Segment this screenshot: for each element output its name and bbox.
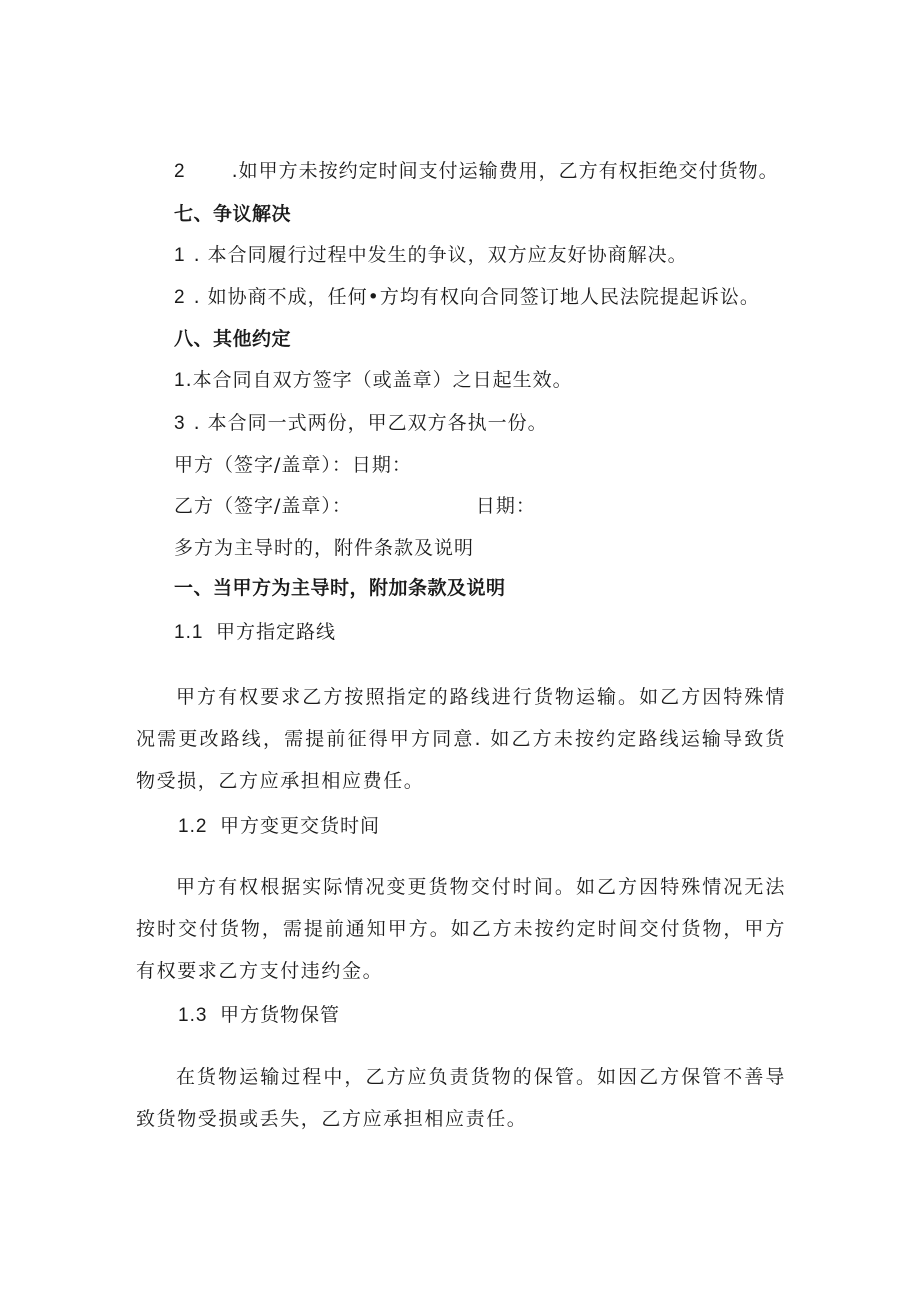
appendix-title: 多方为主导时的，附件条款及说明: [174, 537, 475, 559]
signature-label: 甲方（签字/盖章）：: [174, 454, 352, 476]
subsection-title: 甲方指定路线: [216, 621, 337, 643]
subsection-body-1-3: 在货物运输过程中，乙方应负责货物的保管。如因乙方保管不善导致货物受损或丢失，乙方应承担相应责任。: [136, 1066, 786, 1130]
clause-number: 3: [174, 413, 186, 434]
clause-effective-date: [174, 367, 573, 394]
subsection-heading-1-2: [178, 813, 380, 840]
clause-text: . 本合同一式两份，甲乙双方各执一份。: [193, 412, 548, 434]
clause-text: .本合同自双方签字（或盖章）之日起生效。: [185, 369, 573, 391]
section-heading-other: 八、其他约定: [174, 328, 292, 350]
subsection-number: 1.2: [178, 816, 208, 837]
clause-text: . 本合同履行过程中发生的争议，双方应友好协商解决。: [193, 244, 688, 266]
clause-text: .如甲方未按约定时间支付运输费用，乙方有权拒绝交付货物。: [231, 160, 779, 182]
subsection-title: 甲方变更交货时间: [220, 815, 381, 837]
subsection-number: 1.1: [174, 622, 204, 643]
clause-copies: [174, 410, 548, 437]
subsection-title: 甲方货物保管: [220, 1004, 341, 1026]
clause-number: 1: [174, 370, 186, 391]
clause-number: 2: [174, 287, 186, 308]
signature-label: 乙方（签字/盖章）：: [174, 495, 352, 517]
clause-number: 2: [174, 161, 186, 182]
appendix-section-heading: 一、当甲方为主导时，附加条款及说明: [174, 577, 506, 599]
signature-party-b: [174, 493, 536, 519]
clause-number: 1: [174, 245, 186, 266]
signature-date-label: 日期：: [475, 495, 536, 517]
clause-payment-refusal: [174, 158, 779, 185]
section-heading-dispute: 七、争议解决: [174, 203, 292, 225]
clause-dispute-litigation: [174, 284, 760, 311]
subsection-heading-1-1: [174, 619, 336, 646]
clause-text: . 如协商不成，任何•方均有权向合同签订地人民法院提起诉讼。: [193, 286, 760, 308]
signature-party-a: [174, 452, 412, 478]
clause-dispute-negotiation: [174, 242, 688, 269]
subsection-body-1-1: 甲方有权要求乙方按照指定的路线进行货物运输。如乙方因特殊情况需更改路线，需提前征得甲方同意. 如乙方未按约定路线运输导致货物受损，乙方应承担相应费任。: [136, 686, 786, 792]
signature-date-label: 日期：: [351, 454, 412, 476]
subsection-number: 1.3: [178, 1005, 208, 1026]
subsection-heading-1-3: [178, 1002, 340, 1029]
subsection-body-1-2: 甲方有权根据实际情况变更货物交付时间。如乙方因特殊情况无法按时交付货物，需提前通知甲方。如乙方未按约定时间交付货物，甲方有权要求乙方支付违约金。: [136, 876, 786, 982]
